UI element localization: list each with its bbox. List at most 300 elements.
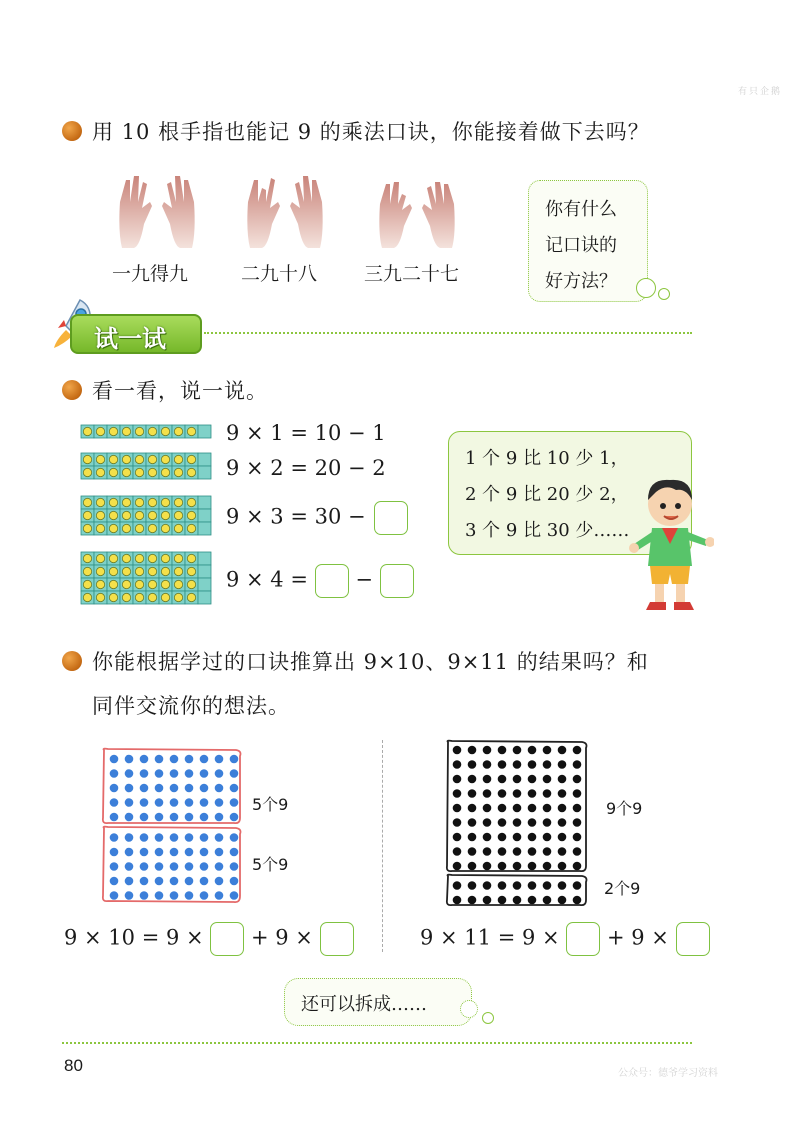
grid-cell <box>198 425 211 438</box>
array-dot <box>215 862 224 871</box>
array-dot <box>483 760 492 769</box>
answer-box[interactable] <box>676 922 710 956</box>
array-dot <box>110 755 119 764</box>
array-dot <box>110 862 119 871</box>
array-dot <box>528 847 537 856</box>
equation-text: 9 × 1 = 10 − 1 <box>226 421 386 445</box>
array-dot <box>170 798 179 807</box>
equation-text: 9 × 4 = <box>226 567 308 592</box>
array-dot <box>528 881 537 890</box>
array-dot <box>453 746 462 755</box>
yellow-dot <box>83 580 91 588</box>
yellow-dot <box>187 498 195 506</box>
array-dot <box>185 891 194 900</box>
array-dot <box>230 891 239 900</box>
array-dot <box>543 862 552 871</box>
equation-text: + 9 × <box>250 925 313 950</box>
label-2-nines: 2个9 <box>604 879 641 898</box>
array-dot <box>155 862 164 871</box>
array-dot <box>170 813 179 822</box>
yellow-dot <box>96 427 104 435</box>
array-dot <box>513 789 522 798</box>
yellow-dot <box>109 554 117 562</box>
array-dot <box>453 833 462 842</box>
bubble-line: 你有什么 <box>545 199 617 220</box>
array-dot <box>498 746 507 755</box>
array-dot <box>543 896 552 905</box>
array-dot <box>498 804 507 813</box>
bubble-tail-circle <box>460 1000 478 1018</box>
array-dot <box>513 847 522 856</box>
bullet-icon <box>62 380 82 400</box>
yellow-dot <box>135 455 143 463</box>
array-dot <box>200 798 209 807</box>
array-dot <box>453 818 462 827</box>
array-dot <box>513 881 522 890</box>
array-dot <box>185 862 194 871</box>
label-5-nines-top: 5个9 <box>252 795 289 814</box>
yellow-dot <box>122 455 130 463</box>
array-dot <box>140 769 149 778</box>
yellow-dot <box>135 468 143 476</box>
yellow-dot <box>161 468 169 476</box>
array-dot <box>543 881 552 890</box>
yellow-dot <box>161 498 169 506</box>
array-dot <box>140 798 149 807</box>
array-dot <box>200 848 209 857</box>
array-dot <box>483 881 492 890</box>
array-dot <box>513 896 522 905</box>
array-dot <box>498 847 507 856</box>
array-dot <box>513 775 522 784</box>
array-dot <box>483 775 492 784</box>
array-dot <box>573 833 582 842</box>
bullet-icon <box>62 651 82 671</box>
yellow-dot <box>96 511 104 519</box>
yellow-dot <box>148 580 156 588</box>
array-dot <box>185 769 194 778</box>
array-dot <box>200 769 209 778</box>
dot-array-9x10 <box>98 746 248 910</box>
array-dot <box>573 789 582 798</box>
yellow-dot <box>161 580 169 588</box>
array-dot <box>573 862 582 871</box>
thought-bubble-decompose <box>284 978 472 1026</box>
array-dot <box>498 833 507 842</box>
array-dot <box>230 755 239 764</box>
yellow-dot <box>96 567 104 575</box>
yellow-dot <box>187 427 195 435</box>
equation-text: 9 × 11 = 9 × <box>420 925 560 950</box>
array-dot <box>483 804 492 813</box>
equation-9x4 <box>226 564 414 598</box>
array-dot <box>215 877 224 886</box>
yellow-dot <box>187 468 195 476</box>
yellow-dot <box>174 580 182 588</box>
array-dot <box>558 760 567 769</box>
yellow-dot <box>135 511 143 519</box>
label-5-nines-bottom: 5个9 <box>252 855 289 874</box>
array-dot <box>170 784 179 793</box>
array-dot <box>513 862 522 871</box>
array-dot <box>140 784 149 793</box>
bubble-line: 2 个 9 比 20 少 2， <box>465 484 629 505</box>
yellow-dot <box>174 498 182 506</box>
yellow-dot <box>122 468 130 476</box>
yellow-dot <box>135 593 143 601</box>
hand-caption-3: 三九二十七 <box>364 263 460 285</box>
array-dot <box>558 833 567 842</box>
footer-watermark: 公众号：德爷学习资料 <box>618 1068 718 1079</box>
panel-divider <box>382 740 383 952</box>
yellow-dot <box>161 524 169 532</box>
bullet-icon <box>62 121 82 141</box>
array-dot <box>528 746 537 755</box>
array-dot <box>528 833 537 842</box>
array-dot <box>483 847 492 856</box>
hands-image-2 <box>240 172 330 254</box>
yellow-dot <box>148 468 156 476</box>
array-dot <box>513 833 522 842</box>
array-dot <box>573 847 582 856</box>
equation-9x1 <box>226 421 386 445</box>
array-dot <box>140 833 149 842</box>
yellow-dot <box>148 593 156 601</box>
yellow-dot <box>174 554 182 562</box>
yellow-dot <box>161 554 169 562</box>
bubble-tail-circle <box>658 288 670 300</box>
array-dot <box>155 798 164 807</box>
yellow-dot <box>161 511 169 519</box>
yellow-dot <box>96 455 104 463</box>
array-dot <box>215 769 224 778</box>
question-9x10-9x11-line1: 你能根据学过的口诀推算出 9×10、9×11 的结果吗？和 <box>92 650 649 674</box>
try-banner <box>70 314 202 354</box>
yellow-dot <box>187 455 195 463</box>
yellow-dot <box>83 593 91 601</box>
array-dot <box>513 746 522 755</box>
yellow-dot <box>187 524 195 532</box>
array-dot <box>543 818 552 827</box>
array-dot <box>558 881 567 890</box>
yellow-dot <box>122 567 130 575</box>
yellow-dot <box>122 427 130 435</box>
yellow-dot <box>109 524 117 532</box>
yellow-dot <box>122 554 130 562</box>
yellow-dot <box>161 593 169 601</box>
array-dot <box>170 833 179 842</box>
array-dot <box>573 818 582 827</box>
question-finger-method: 用 10 根手指也能记 9 的乘法口诀，你能接着做下去吗？ <box>92 120 650 144</box>
grid-cell <box>198 578 211 591</box>
yellow-dot <box>187 580 195 588</box>
array-dot <box>543 789 552 798</box>
grid-cell <box>198 466 211 479</box>
yellow-dot <box>109 427 117 435</box>
array-dot <box>140 877 149 886</box>
array-dot <box>468 775 477 784</box>
yellow-dot <box>174 427 182 435</box>
array-dot <box>498 760 507 769</box>
array-dot <box>453 789 462 798</box>
array-dot <box>170 891 179 900</box>
array-dot <box>125 784 134 793</box>
yellow-dot <box>96 554 104 562</box>
array-dot <box>155 848 164 857</box>
yellow-dot <box>148 498 156 506</box>
question-9x10-9x11-line2: 同伴交流你的想法。 <box>92 694 290 718</box>
array-dot <box>140 755 149 764</box>
array-dot <box>558 896 567 905</box>
array-dot <box>200 833 209 842</box>
array-dot <box>558 775 567 784</box>
answer-box[interactable] <box>315 564 349 598</box>
yellow-dot <box>96 593 104 601</box>
yellow-dot <box>187 593 195 601</box>
array-dot <box>185 848 194 857</box>
yellow-dot <box>148 455 156 463</box>
array-dot <box>543 833 552 842</box>
array-dot <box>125 769 134 778</box>
equation-text: 9 × 10 = 9 × <box>64 925 204 950</box>
yellow-dot <box>109 567 117 575</box>
array-dot <box>528 789 537 798</box>
yellow-dot <box>109 455 117 463</box>
yellow-dot <box>83 567 91 575</box>
equation-text: 9 × 2 = 20 − 2 <box>226 456 386 480</box>
array-dot <box>215 848 224 857</box>
array-dot <box>170 877 179 886</box>
bubble-text: 还可以拆成…… <box>301 994 427 1015</box>
bubble-line: 1 个 9 比 10 少 1， <box>465 448 629 469</box>
yellow-dot <box>174 511 182 519</box>
hand-caption-2: 二九十八 <box>241 263 318 285</box>
grid-cell <box>198 552 211 565</box>
array-dot <box>528 760 537 769</box>
hands-image-1 <box>112 172 202 254</box>
yellow-dot <box>174 455 182 463</box>
answer-box[interactable] <box>210 922 244 956</box>
equation-text: 9 × 3 = 30 − <box>226 504 366 529</box>
yellow-dot <box>109 468 117 476</box>
array-dot <box>543 746 552 755</box>
array-dot <box>543 804 552 813</box>
yellow-dot <box>187 511 195 519</box>
array-dot <box>453 760 462 769</box>
footer-divider <box>62 1042 692 1044</box>
array-dot <box>498 896 507 905</box>
array-dot <box>468 881 477 890</box>
bubble-tail-circle <box>636 278 656 298</box>
array-dot <box>215 813 224 822</box>
array-dot <box>453 862 462 871</box>
array-dot <box>230 813 239 822</box>
yellow-dot <box>96 524 104 532</box>
array-dot <box>573 881 582 890</box>
equation-9x3 <box>226 501 408 535</box>
yellow-dot <box>161 567 169 575</box>
array-dot <box>110 813 119 822</box>
array-dot <box>483 896 492 905</box>
yellow-dot <box>161 427 169 435</box>
yellow-dot <box>135 567 143 575</box>
equation-9x10 <box>64 922 354 956</box>
array-dot <box>573 760 582 769</box>
page-number: 80 <box>64 1056 83 1075</box>
array-dot <box>140 813 149 822</box>
answer-box[interactable] <box>374 501 408 535</box>
array-dot <box>170 848 179 857</box>
yellow-dot <box>174 593 182 601</box>
answer-box[interactable] <box>566 922 600 956</box>
yellow-dot <box>96 498 104 506</box>
equation-text: + 9 × <box>606 925 669 950</box>
array-dot <box>215 833 224 842</box>
yellow-dot <box>109 593 117 601</box>
array-dot <box>513 760 522 769</box>
yellow-dot <box>187 567 195 575</box>
yellow-dot <box>83 524 91 532</box>
yellow-dot <box>83 498 91 506</box>
boy-character-illustration <box>626 474 714 620</box>
array-dot <box>230 862 239 871</box>
array-dot <box>200 755 209 764</box>
array-dot <box>230 877 239 886</box>
array-dot <box>125 813 134 822</box>
answer-box[interactable] <box>380 564 414 598</box>
yellow-dot <box>135 498 143 506</box>
dot-array-9x11 <box>442 738 592 912</box>
equation-9x2 <box>226 456 386 480</box>
yellow-dot <box>148 554 156 562</box>
minus-sign: − <box>355 567 373 592</box>
bubble-line: 好方法？ <box>545 271 617 292</box>
array-dot <box>125 891 134 900</box>
array-dot <box>215 891 224 900</box>
array-dot <box>453 775 462 784</box>
array-dot <box>110 798 119 807</box>
header-watermark: 有只企鹅 <box>738 87 783 97</box>
ten-frame-grid-1 <box>80 424 212 443</box>
array-dot <box>453 881 462 890</box>
ten-frame-grid-2 <box>80 452 212 484</box>
hands-image-3 <box>372 178 462 254</box>
label-9-nines: 9个9 <box>606 799 643 818</box>
array-dot <box>558 862 567 871</box>
array-dot <box>185 798 194 807</box>
array-dot <box>155 784 164 793</box>
array-dot <box>200 862 209 871</box>
array-dot <box>573 896 582 905</box>
array-dot <box>200 813 209 822</box>
array-dot <box>483 833 492 842</box>
array-dot <box>468 760 477 769</box>
array-dot <box>200 784 209 793</box>
array-dot <box>498 775 507 784</box>
array-dot <box>110 848 119 857</box>
equation-9x11 <box>420 922 710 956</box>
array-dot <box>573 775 582 784</box>
array-dot <box>155 833 164 842</box>
yellow-dot <box>135 427 143 435</box>
yellow-dot <box>122 593 130 601</box>
array-dot <box>230 784 239 793</box>
array-dot <box>155 769 164 778</box>
yellow-dot <box>187 554 195 562</box>
array-dot <box>110 784 119 793</box>
answer-box[interactable] <box>320 922 354 956</box>
array-dot <box>558 847 567 856</box>
array-dot <box>110 833 119 842</box>
yellow-dot <box>83 554 91 562</box>
yellow-dot <box>174 524 182 532</box>
yellow-dot <box>109 580 117 588</box>
array-dot <box>125 848 134 857</box>
array-dot <box>170 755 179 764</box>
array-dot <box>543 775 552 784</box>
array-dot <box>543 760 552 769</box>
array-dot <box>230 769 239 778</box>
array-dot <box>498 862 507 871</box>
ten-frame-grid-3 <box>80 495 212 540</box>
yellow-dot <box>148 427 156 435</box>
array-dot <box>155 755 164 764</box>
array-dot <box>125 755 134 764</box>
array-dot <box>140 891 149 900</box>
array-dot <box>513 818 522 827</box>
grid-cell <box>198 453 211 466</box>
array-dot <box>185 755 194 764</box>
array-dot <box>468 746 477 755</box>
yellow-dot <box>135 580 143 588</box>
array-dot <box>155 813 164 822</box>
array-dot <box>543 847 552 856</box>
array-dot <box>170 862 179 871</box>
yellow-dot <box>83 455 91 463</box>
yellow-dot <box>122 524 130 532</box>
grid-cell <box>198 496 211 509</box>
array-dot <box>185 877 194 886</box>
array-dot <box>468 804 477 813</box>
array-dot <box>528 818 537 827</box>
array-dot <box>110 891 119 900</box>
grid-cell <box>198 565 211 578</box>
array-dot <box>155 891 164 900</box>
grid-cell <box>198 509 211 522</box>
yellow-dot <box>174 567 182 575</box>
array-dot <box>498 789 507 798</box>
array-dot <box>468 847 477 856</box>
array-dot <box>155 877 164 886</box>
bubble-line: 3 个 9 比 30 少…… <box>465 520 630 541</box>
yellow-dot <box>122 498 130 506</box>
array-dot <box>483 818 492 827</box>
yellow-dot <box>148 567 156 575</box>
yellow-dot <box>148 524 156 532</box>
array-dot <box>468 818 477 827</box>
try-banner-label: 试一试 <box>94 325 166 353</box>
yellow-dot <box>96 468 104 476</box>
thought-bubble-methods <box>528 180 648 302</box>
yellow-dot <box>174 468 182 476</box>
array-dot <box>215 784 224 793</box>
grid-cell <box>198 522 211 535</box>
array-dot <box>230 833 239 842</box>
array-dot <box>453 804 462 813</box>
array-dot <box>125 833 134 842</box>
array-dot <box>468 862 477 871</box>
ten-frame-grid-4 <box>80 551 212 609</box>
